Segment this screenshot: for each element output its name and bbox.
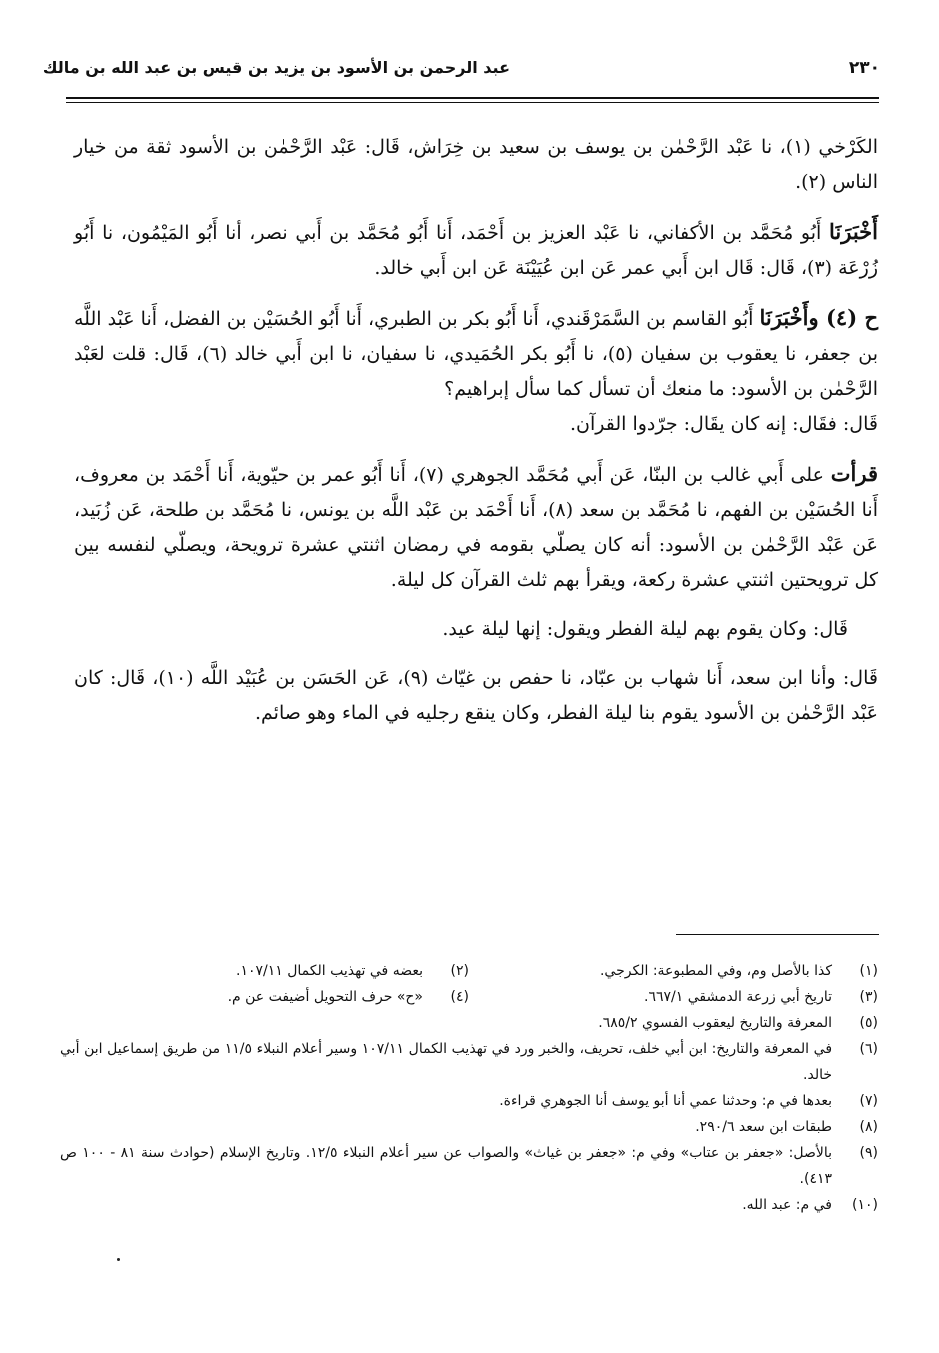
footnote-number: (١٠) <box>852 1197 878 1213</box>
footnote-number: (٩) <box>859 1145 878 1161</box>
paragraph-4-lead: قرأت <box>830 461 879 486</box>
paragraph-2 <box>74 214 878 286</box>
footnote-10 <box>60 1192 878 1218</box>
paragraph-3-lead: ح (٤) وأَخْبَرَنَا <box>759 305 879 330</box>
paragraph-6: قَال: وأنا ابن سعد، أَنا شهاب بن عبّاد، نا حفص بن غيّاث (٩)، عَن الحَسَن بن عُبَيْد اللَّه (١٠)، قَال: كان عَبْد الرَّحْمٰن بن الأسود يقوم بنا ليلة الفطر، وكان ينقع رجليه في الماء وهو صائم. <box>74 667 878 724</box>
footnote-rule <box>676 934 879 935</box>
footnote-number: (٨) <box>859 1119 878 1135</box>
footnote-text: في المعرفة والتاريخ: ابن أبي خلف، تحريف، والخبر ورد في تهذيب الكمال ١٠٧/١١ وسير أعلام النبلاء ١١/٥ من طريق إسماعيل ابن أبي خالد. <box>60 1041 833 1083</box>
footnote-number: (٢) <box>450 963 469 979</box>
page-number: ٢٣٠ <box>848 58 880 78</box>
footnote-number: (٦) <box>859 1041 878 1057</box>
stray-ink-dot <box>117 1258 120 1261</box>
footnotes <box>60 958 878 1218</box>
footnote-text: بعدها في م: وحدثنا عمي أنا أبو يوسف أنا الجوهري قراءة. <box>499 1093 832 1109</box>
footnote-1 <box>469 958 878 984</box>
footnote-9 <box>60 1140 878 1192</box>
paragraph-5: قَال: وكان يقوم بهم ليلة الفطر ويقول: إنها ليلة عيد. <box>442 618 848 640</box>
paragraph-4 <box>74 456 878 598</box>
paragraph-2-lead: أَخْبَرَنَا <box>829 219 878 244</box>
footnote-text: بعضه في تهذيب الكمال ١٠٧/١١. <box>236 963 423 979</box>
paragraph-4-text: على أَبي غالب بن البنّا، عَن أَبي مُحَمَّد الجوهري (٧)، أَنا أَبُو عمر بن حيّوية، أَنا أَحْمَد بن معروف، أَنا الحُسَيْن بن الفهم، نا مُحَمَّد بن سعد (٨)، أَنا أَحْمَد بن عَبْد اللَّه بن يونس، نا مُحَمَّد بن طلحة، عَن زُبَيد، عَن عَبْد الرَّحْمٰن بن الأسود: أنه كان يصلّي بقومه في رمضان اثنتي عشرة ترويحة، ويصلّي لنفسه بين كل ترويحتين اثنتي عشرة ركعة، ويقرأ بهم ثلث القرآن كل ليلة. <box>74 464 879 591</box>
footnote-text: تاريخ أبي زرعة الدمشقي ٦٦٧/١. <box>644 989 832 1005</box>
footnote-row <box>60 984 878 1010</box>
footnote-8 <box>60 1114 878 1140</box>
footnote-text: طبقات ابن سعد ٢٩٠/٦. <box>695 1119 832 1135</box>
paragraph-1: الكَرْخي (١)، نا عَبْد الرَّحْمٰن بن يوسف بن سعيد بن خِرَاش، قَال: عَبْد الرَّحْمٰن بن الأسود ثقة من خيار الناس (٢). <box>74 136 878 193</box>
footnote-text: «ح» حرف التحويل أضيفت عن م. <box>227 989 423 1005</box>
footnote-text: بالأصل: «جعفر بن عتاب» وفي م: «جعفر بن غياث» والصواب عن سير أعلام النبلاء ١٢/٥. وتاريخ الإسلام (حوادث سنة ٨١ - ١٠٠ ص ٤١٣). <box>60 1145 832 1187</box>
footnote-5 <box>60 1010 878 1036</box>
paragraph-3b: قَال: فقَال: إنه كان يقَال: جرّدوا القرآن. <box>569 413 878 435</box>
footnote-3 <box>469 984 878 1010</box>
footnote-6 <box>60 1036 878 1088</box>
footnote-row <box>60 958 878 984</box>
paragraph-3-text: أَبُو القاسم بن السَّمَرْقَندي، أَنا أَبُو بكر بن الطبري، أَنا أَبُو الحُسَيْن بن الفضل، أَنا عَبْد اللَّه بن جعفر، نا يعقوب بن سفيان (٥)، نا أَبُو بكر الحُمَيدي، نا سفيان، نا ابن أَبي خالد (٦)، قَال: قلت لعَبْد الرَّحْمٰن بن الأسود: ما منعك أن تسأل كما سأل إبراهيم؟ <box>74 308 878 400</box>
main-text <box>74 130 878 745</box>
footnote-number: (٥) <box>859 1015 878 1031</box>
footnote-number: (٧) <box>859 1093 878 1109</box>
footnote-number: (٤) <box>450 989 469 1005</box>
paragraph-3 <box>74 300 878 407</box>
footnote-text: في م: عبد الله. <box>742 1197 832 1213</box>
paragraph-2-text: أَبُو مُحَمَّد بن الأكفاني، نا عَبْد العزيز بن أَحْمَد، أَنا أَبُو مُحَمَّد بن أَبي نصر، أنا أَبُو المَيْمُون، نا أَبُو زُرْعَة (٣)، قَال: قَال ابن أَبي عمر عَن ابن عُيَيْنَة عَن ابن أَبي خالد. <box>74 222 878 279</box>
footnote-2 <box>60 958 469 984</box>
footnote-text: المعرفة والتاريخ ليعقوب الفسوي ٦٨٥/٢. <box>598 1015 832 1031</box>
footnote-number: (٣) <box>859 989 878 1005</box>
running-header-title: عبد الرحمن بن الأسود بن يزيد بن قيس بن عبد الله بن مالك <box>42 58 510 77</box>
header-rule <box>66 97 879 103</box>
footnote-text: كذا بالأصل وم، وفي المطبوعة: الكرجي. <box>599 963 832 979</box>
footnote-number: (١) <box>859 963 878 979</box>
footnote-4 <box>60 984 469 1010</box>
footnote-7 <box>60 1088 878 1114</box>
